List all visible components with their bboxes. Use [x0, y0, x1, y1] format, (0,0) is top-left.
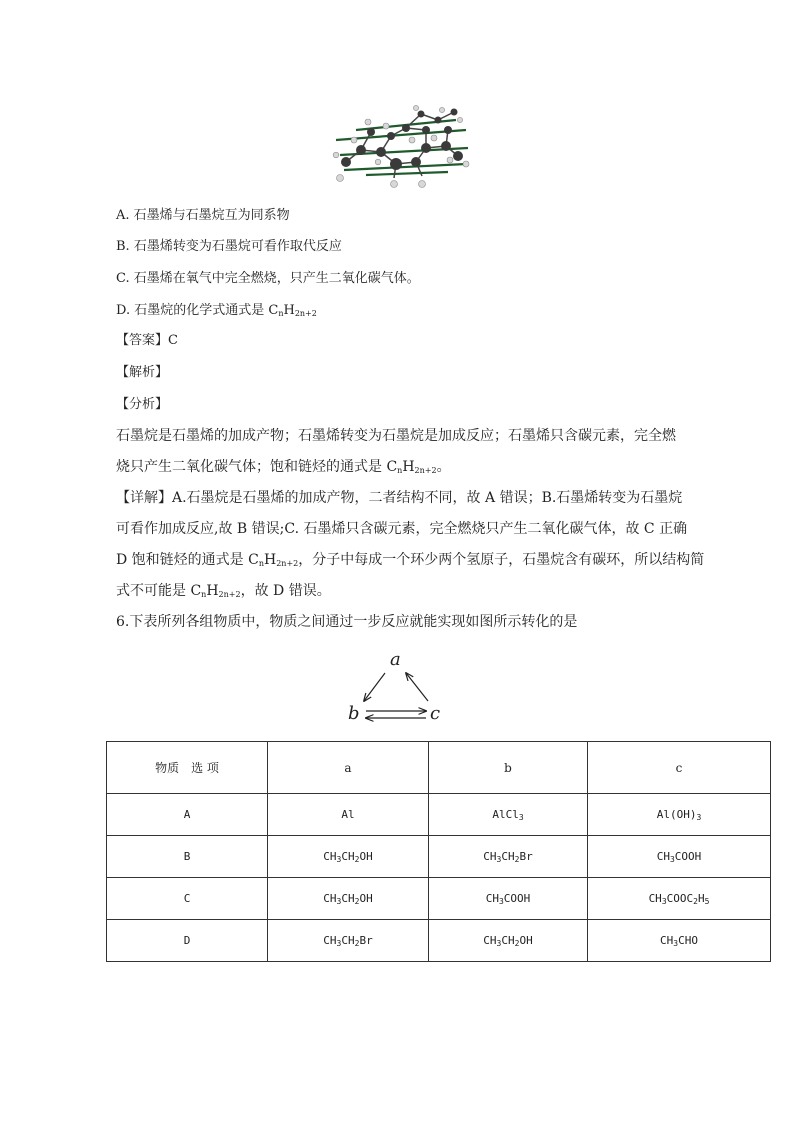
- substance-cell-a: [268, 878, 429, 920]
- table-row: [107, 794, 771, 836]
- formula-subscript: 2n+2: [294, 309, 317, 318]
- formula-part: CH: [323, 933, 337, 947]
- formula-part: Br: [359, 933, 373, 947]
- substance-cell-c: [588, 920, 771, 962]
- substance-cell-a: [268, 836, 429, 878]
- formula-subscript: 3: [336, 938, 342, 948]
- question-6: 6.下表所列各组物质中，物质之间通过一步反应就能实现如图所示转化的是: [116, 614, 578, 630]
- substance-cell-b: [429, 878, 588, 920]
- option-a: A. 石墨烯与石墨烷互为同系物: [116, 208, 290, 223]
- formula-subscript: 3: [696, 812, 702, 822]
- cycle-label-a: a: [390, 649, 401, 670]
- text-segment: 。: [436, 459, 451, 475]
- formula-subscript: 3: [496, 854, 502, 864]
- arrow-c-to-a: [406, 673, 428, 701]
- formula-part: Br: [519, 849, 533, 863]
- formula-part: CH: [656, 849, 670, 863]
- formula-part: H: [264, 552, 277, 568]
- text-segment: ，故 D 错误。: [240, 583, 331, 599]
- formula-subscript: 3: [336, 896, 342, 906]
- formula-part: Al: [341, 808, 355, 821]
- formula-subscript: 2: [693, 896, 698, 906]
- text-segment: D 饱和链烃的通式是 C: [116, 552, 259, 568]
- formula-part: CH: [483, 849, 497, 863]
- formula-part: H: [402, 459, 415, 475]
- formula-subscript: n: [278, 309, 284, 318]
- detail-line-1: 【详解】A.石墨烷是石墨烯的加成产物，二者结构不同，故 A 错误；B.石墨烯转变为石墨烷: [116, 490, 683, 506]
- formula-part: CH: [341, 891, 355, 905]
- table-row: [107, 878, 771, 920]
- formula-part: COOH: [674, 849, 702, 863]
- table-header-row: [107, 742, 771, 794]
- header-cell-substance-option: 物质 选 项: [107, 742, 268, 794]
- conversion-cycle-diagram: [340, 645, 450, 730]
- fenxi-line-2: [116, 458, 451, 480]
- substance-cell-b: [429, 794, 588, 836]
- formula-subscript: 3: [669, 854, 675, 864]
- option-d-prefix: D. 石墨烷的化学式通式是 C: [116, 303, 279, 318]
- analysis-label: 【解析】: [116, 365, 169, 380]
- formula-part: OH: [519, 933, 533, 947]
- cycle-label-b: b: [348, 703, 360, 724]
- substance-cell-c: [588, 878, 771, 920]
- table-row: [107, 836, 771, 878]
- option-cell: A: [107, 794, 268, 836]
- fenxi-line-1: 石墨烷是石墨烯的加成产物；石墨烯转变为石墨烷是加成反应；石墨烯只含碳元素，完全燃: [116, 428, 676, 444]
- substance-cell-c: [588, 836, 771, 878]
- option-cell: B: [107, 836, 268, 878]
- formula-subscript: 2: [514, 938, 520, 948]
- formula-subscript: n: [258, 559, 264, 568]
- formula-part: H: [697, 891, 705, 905]
- formula-part: CH: [485, 891, 499, 905]
- formula-subscript: 5: [704, 896, 710, 906]
- formula-part: H: [206, 583, 219, 599]
- formula-subscript: 3: [518, 812, 524, 822]
- formula-subscript: 3: [673, 938, 679, 948]
- option-b: B. 石墨烯转变为石墨烷可看作取代反应: [116, 239, 342, 254]
- formula-subscript: 3: [498, 896, 504, 906]
- formula-part: OH: [359, 891, 373, 905]
- substance-cell-c: [588, 794, 771, 836]
- text-segment: 式不可能是 C: [116, 583, 202, 599]
- cycle-label-c: c: [430, 703, 441, 724]
- formula-part: CH: [501, 933, 515, 947]
- substance-cell-a: [268, 920, 429, 962]
- formula-part: Al(OH): [656, 807, 697, 821]
- formula-subscript: 2: [354, 854, 360, 864]
- formula-part: COOC: [666, 891, 694, 905]
- options-table: [106, 741, 771, 962]
- header-cell-a: a: [268, 742, 429, 794]
- formula-part: CH: [483, 933, 497, 947]
- substance-cell-a: [268, 794, 429, 836]
- formula-part: CH: [323, 849, 337, 863]
- formula-part: CH: [648, 891, 662, 905]
- formula-part: CH: [501, 849, 515, 863]
- fenxi-label: 【分析】: [116, 397, 169, 412]
- text-segment: ，分子中每成一个环少两个氢原子，石墨烷含有碳环，所以结构简: [298, 552, 705, 568]
- option-cell: D: [107, 920, 268, 962]
- formula-subscript: 3: [496, 938, 502, 948]
- formula-subscript: 2n+2: [414, 466, 437, 475]
- formula-subscript: n: [397, 466, 403, 475]
- header-cell-b: b: [429, 742, 588, 794]
- formula-subscript: 2: [514, 854, 520, 864]
- formula-part: OH: [359, 849, 373, 863]
- formula-part: AlCl: [492, 807, 519, 821]
- option-d: [116, 302, 317, 323]
- formula-part: CH: [341, 933, 355, 947]
- arrow-a-to-b: [364, 673, 385, 701]
- formula-subscript: 2n+2: [276, 559, 299, 568]
- option-cell: C: [107, 878, 268, 920]
- substance-cell-b: [429, 836, 588, 878]
- formula-part: CH: [323, 891, 337, 905]
- option-c: C. 石墨烯在氧气中完全燃烧，只产生二氧化碳气体。: [116, 271, 420, 286]
- substance-cell-b: [429, 920, 588, 962]
- formula-subscript: 2: [354, 938, 360, 948]
- formula-part: CHO: [678, 933, 698, 947]
- formula-part: CH: [660, 933, 674, 947]
- text-segment: 烧只产生二氧化碳气体；饱和链烃的通式是 C: [116, 459, 398, 475]
- formula-part: H: [283, 303, 295, 318]
- formula-subscript: 2n+2: [218, 590, 241, 599]
- formula-subscript: 3: [661, 896, 667, 906]
- formula-subscript: 2: [354, 896, 360, 906]
- detail-line-2: 可看作加成反应,故 B 错误;C. 石墨烯只含碳元素，完全燃烧只产生二氧化碳气体，故 C 正确: [116, 521, 688, 537]
- table-row: [107, 920, 771, 962]
- answer-line: 【答案】C: [116, 333, 178, 348]
- formula-part: COOH: [503, 891, 531, 905]
- graphane-molecule-image: [326, 100, 476, 195]
- formula-part: CH: [341, 849, 355, 863]
- detail-line-4: [116, 582, 331, 604]
- formula-subscript: n: [201, 590, 207, 599]
- formula-subscript: 3: [336, 854, 342, 864]
- detail-line-3: [116, 551, 704, 573]
- header-cell-c: c: [588, 742, 771, 794]
